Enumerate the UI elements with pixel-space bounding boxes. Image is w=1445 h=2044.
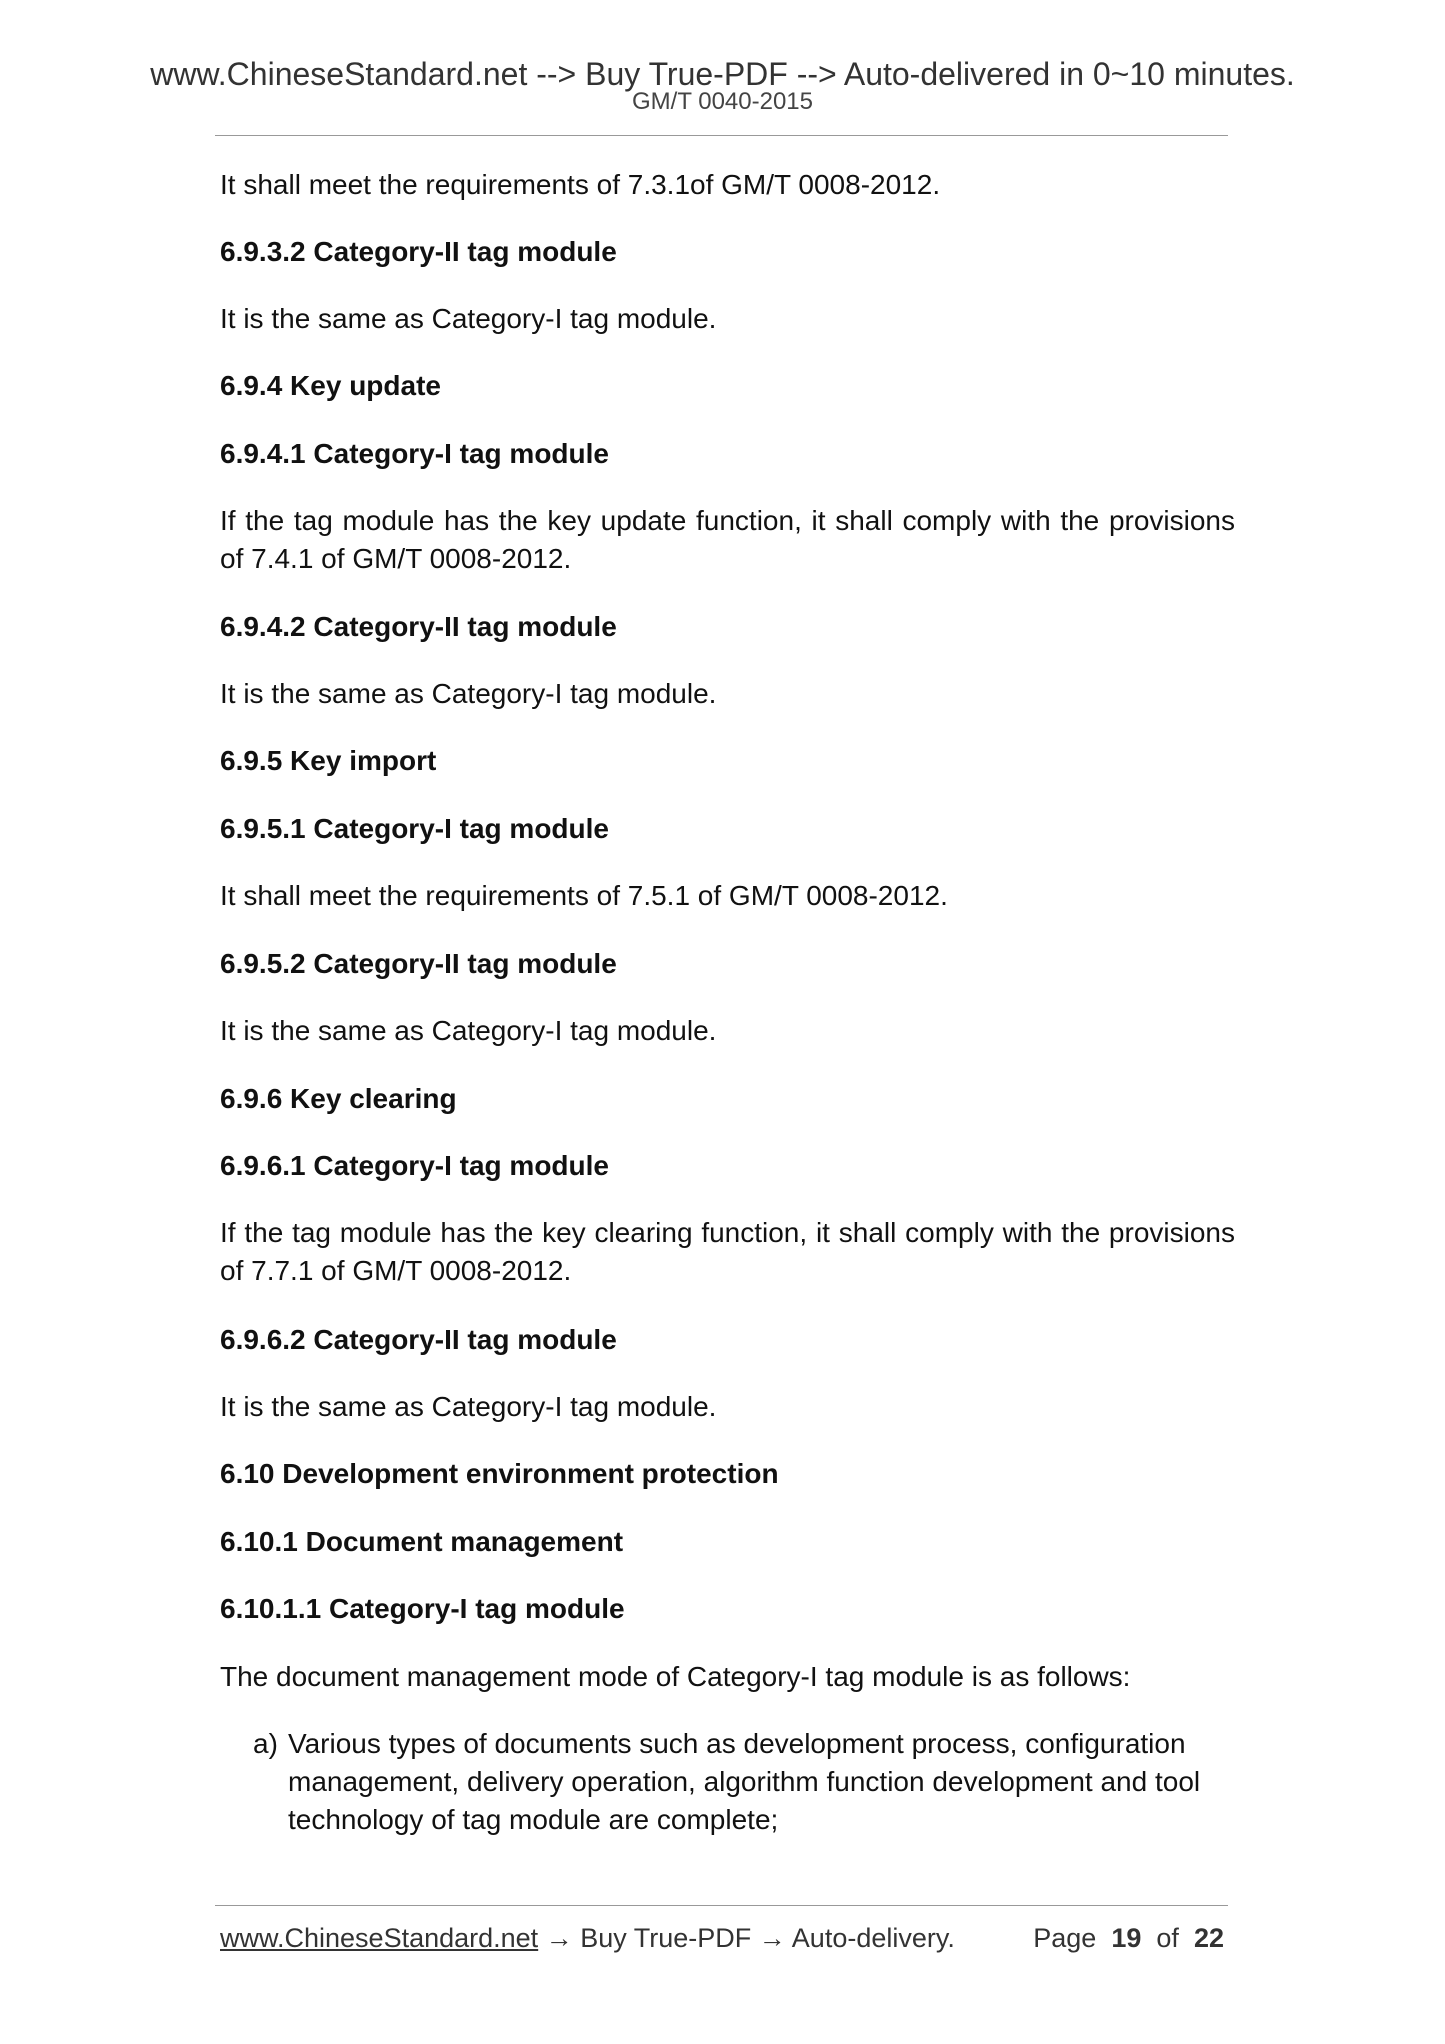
section-heading: 6.9.5.2 Category-II tag module xyxy=(220,948,617,979)
section-heading: 6.10 Development environment protection xyxy=(220,1458,779,1489)
document-code: GM/T 0040-2015 xyxy=(632,88,813,115)
header-banner: www.ChineseStandard.net --> Buy True-PDF --> Auto-delivered in 0~10 minutes. xyxy=(150,56,1295,92)
paragraph: The document management mode of Category-I tag module is as follows: xyxy=(220,1661,1131,1692)
section-heading: 6.9.6 Key clearing xyxy=(220,1083,457,1114)
footer-divider xyxy=(215,1905,1228,1906)
section-heading: 6.10.1 Document management xyxy=(220,1526,624,1557)
page-indicator xyxy=(1033,1921,1224,1955)
page-label: Page xyxy=(1033,1923,1097,1953)
section-heading: 6.10.1.1 Category-I tag module xyxy=(220,1593,625,1624)
arrow-right-icon: → xyxy=(758,1923,786,1953)
footer-buy-text: Buy True-PDF xyxy=(580,1923,752,1953)
section-heading: 6.9.6.1 Category-I tag module xyxy=(220,1150,609,1181)
footer-delivery-text: Auto-delivery. xyxy=(791,1923,955,1953)
arrow-right-icon: → xyxy=(545,1923,573,1953)
paragraph: It shall meet the requirements of 7.3.1of GM/T 0008-2012. xyxy=(220,169,941,200)
list-marker: a) xyxy=(253,1728,278,1759)
section-heading: 6.9.5.1 Category-I tag module xyxy=(220,813,609,844)
page-footer xyxy=(220,1921,1230,1955)
paragraph: If the tag module has the key clearing function, it shall comply with the provisions of 7.7.1 of GM/T 0008-2012. xyxy=(220,1217,1235,1286)
section-heading: 6.9.5 Key import xyxy=(220,745,437,776)
page-total: 22 xyxy=(1193,1923,1224,1953)
page-number: 19 xyxy=(1111,1923,1142,1953)
section-heading: 6.9.4.1 Category-I tag module xyxy=(220,438,609,469)
of-label: of xyxy=(1156,1923,1179,1953)
section-heading: 6.9.6.2 Category-II tag module xyxy=(220,1324,617,1355)
paragraph: It is the same as Category-I tag module. xyxy=(220,303,717,334)
section-heading: 6.9.4.2 Category-II tag module xyxy=(220,611,617,642)
list-item-text: Various types of documents such as development process, configuration management, delivery operation, algorithm function development and tool technology of tag module are complete; xyxy=(288,1728,1201,1835)
paragraph: It shall meet the requirements of 7.5.1 of GM/T 0008-2012. xyxy=(220,880,948,911)
paragraph: It is the same as Category-I tag module. xyxy=(220,1015,717,1046)
paragraph: It is the same as Category-I tag module. xyxy=(220,1391,717,1422)
section-heading: 6.9.3.2 Category-II tag module xyxy=(220,236,617,267)
footer-site-link[interactable]: www.ChineseStandard.net xyxy=(220,1923,539,1953)
section-heading: 6.9.4 Key update xyxy=(220,370,441,401)
paragraph: It is the same as Category-I tag module. xyxy=(220,678,717,709)
list-item xyxy=(253,1725,1235,1839)
paragraph: If the tag module has the key update function, it shall comply with the provisions of 7.4.1 of GM/T 0008-2012. xyxy=(220,505,1235,574)
